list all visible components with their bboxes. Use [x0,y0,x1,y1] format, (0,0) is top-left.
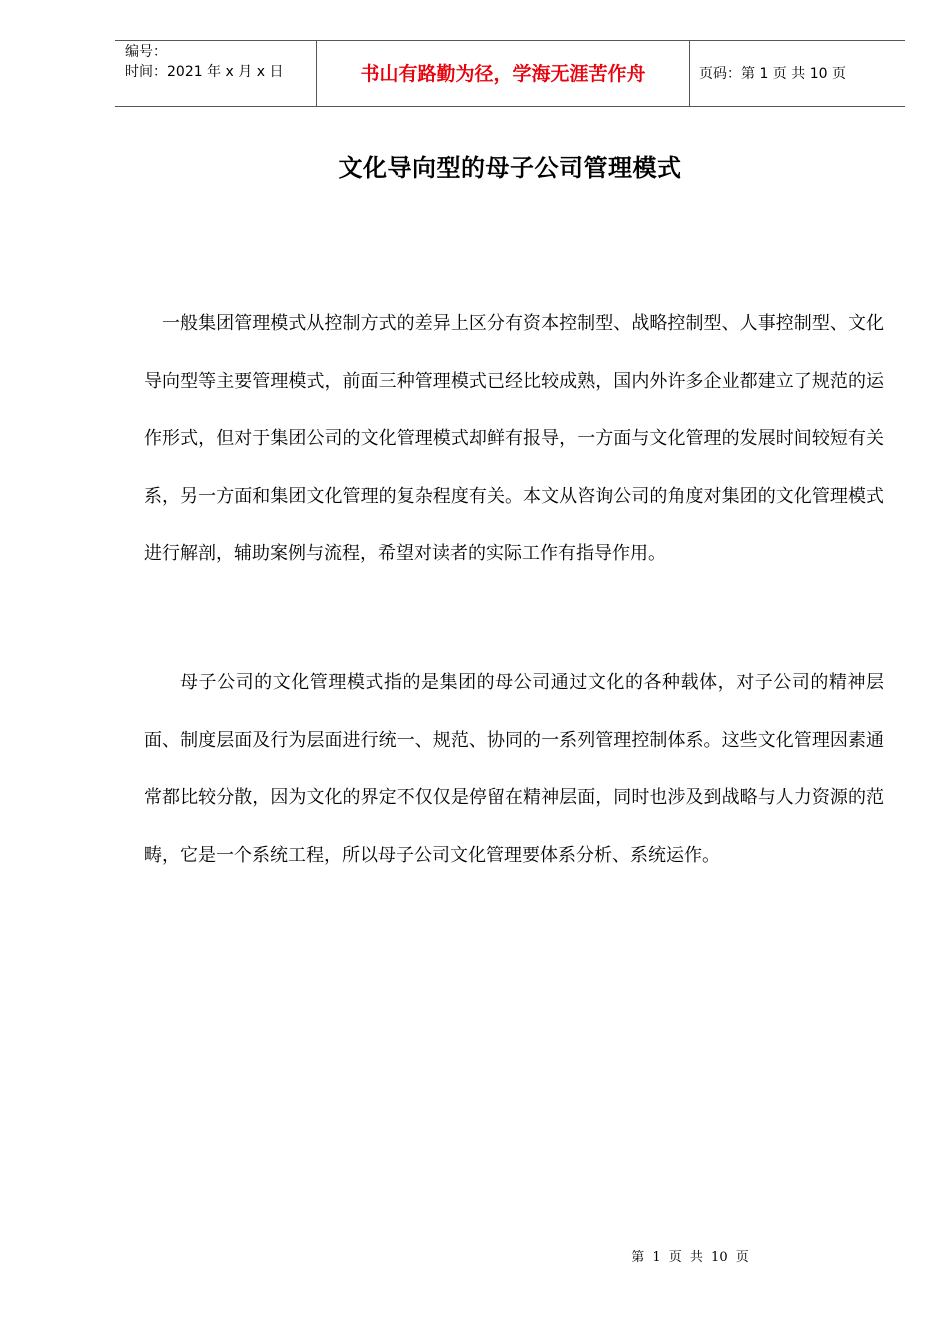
header-motto: 书山有路勤为径，学海无涯苦作舟 [316,41,690,107]
header-meta-cell [115,41,316,107]
date-line: 时间：2021 年 x 月 x 日 [125,64,284,80]
page-header [115,40,905,107]
page-footer: 第 1 页 共 10 页 [631,1250,749,1265]
serial-number-label: 编号： [125,44,167,60]
body-paragraph-1: 一般集团管理模式从控制方式的差异上区分有资本控制型、战略控制型、人事控制型、文化导向型等主要管理模式，前面三种管理模式已经比较成熟，国内外许多企业都建立了规范的运作形式，但对于集团公司的文化管理模式却鲜有报导，一方面与文化管理的发展时间较短有关系，另一方面和集团文化管理的复杂程度有关。本文从咨询公司的角度对集团的文化管理模式进行解剖，辅助案例与流程，希望对读者的实际工作有指导作用。 [144,313,884,564]
body-paragraph-2: 母子公司的文化管理模式指的是集团的母公司通过文化的各种载体，对子公司的精神层面、制度层面及行为层面进行统一、规范、协同的一系列管理控制体系。这些文化管理因素通常都比较分散，因为文化的界定不仅仅是停留在精神层面，同时也涉及到战略与人力资源的范畴，它是一个系统工程，所以母子公司文化管理要体系分析、系统运作。 [144,672,884,866]
document-title: 文化导向型的母子公司管理模式 [338,154,682,182]
header-page-info: 页码：第 1 页 共 10 页 [699,66,846,82]
